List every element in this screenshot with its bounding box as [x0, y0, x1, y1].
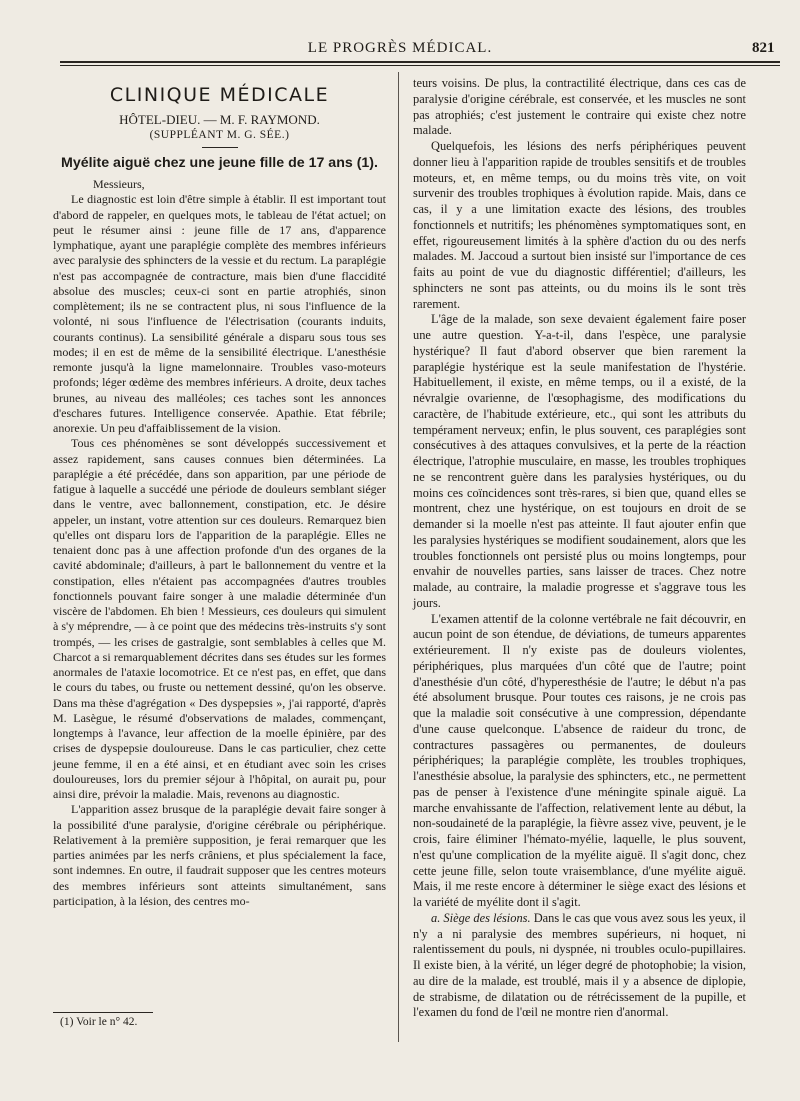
role-line: (SUPPLÉANT M. G. SÉE.)	[149, 128, 290, 141]
subsection-text: Dans le cas que vous avez sous les yeux, il n'y a ni paralysie des membres supérieurs, ni hoquet, ni ralentissement du pouls, ni dyspnée, ni troubles oculo-pupillaires. Il existe bien, à la vérité, un léger degré de photophobie; la vision, au dire de la malade, est troublé, mais il y a absence de diplopie, de strabisme, de dilatation ou de rétrécissement de la pupille, et l'examen du fond de l'œil ne montre rien d'anormal.	[413, 910, 746, 1020]
paragraph: Le diagnostic est loin d'être simple à établir. Il est important tout d'abord de rappeler, en quelques mots, le tableau de l'état actuel; on peut le résumer ainsi : jeune fille de 17 ans, d'apparence lymphatique, ayant une paraplégie complète des membres inférieurs avec paralysie des sphincters de la vessie et du rectum. La paraplégie n'est pas accompagnée de contracture, mais bien d'une flaccidité absolue des muscles; ceux-ci sont en partie atrophiés, sinon complètement; ils ne se contractent plus, ni sous l'influence de la volonté, ni sous l'influence de l'électrisation (courants induits, courants continus). La sensibilité générale a disparu sous tous ses modes; il en est de même de la sensibilité électrique. L'anesthésie remonte jusqu'à la ligne mamelonnaire. Troubles vaso-moteurs profonds; léger œdème des membres inférieurs. A droite, deux taches brunes, au niveau des malléoles; ces taches sont les annonces d'eschares futures. Intelligence conservée. Apathie. Etat fébrile; anorexie. Un peu d'affaiblissement de la vision.	[53, 192, 386, 435]
paragraph: L'âge de la malade, son sexe devaient également faire poser une autre question. Y-a-t-il, dans l'espèce, une paralysie hystérique? Il faut d'abord observer que bien rarement la paraplégie hystérique est la seule manifestation de l'hystérie. Habituellement, il existe, en même temps, ou il a existé, de la névralgie ovarienne, de l'œsophagisme, des modifications du caractère, de l'habitude extérieure, etc., qui sont les attributs du tempérament nerveux; enfin, le plus souvent, ces paraplégies sont consécutives à des attaques convulsives, et la perte de la réaction électrique, l'atrophie musculaire, en masse, les troubles trophiques ne se rencontrent guère dans les paralysies hystériques, ou du moins ces coïncidences sont très-rares, si bien que, quand elles se montrent, chez une hystérique, on est toujours en droit de se demander si la moelle n'est pas atteinte. Il faut ajouter enfin que les paralysies hystériques se modifient soudainement, alors que les troubles fonctionnels ont persisté plus ou moins longtemps, pour envahir de nouvelles parties, sans laisser de traces. Chez notre malade, au contraire, la maladie progresse et s'aggrave tous les jours.	[413, 312, 746, 610]
running-title: LE PROGRÈS MÉDICAL.	[307, 40, 493, 56]
header-rule	[60, 61, 780, 63]
subsection-heading: a. Siège des lésions.	[431, 910, 531, 925]
section-title: CLINIQUE MÉDICALE	[109, 84, 330, 106]
page-number: 821	[752, 40, 775, 56]
left-column	[53, 76, 386, 909]
column-divider	[398, 72, 399, 1042]
paragraph: teurs voisins. De plus, la contractilité électrique, dans ces cas de paralysie d'origine cérébrale, est conservée, et les muscles ne sont pas atrophiés; c'est justement le contraire qui existe chez notre malade.	[413, 76, 746, 138]
salutation: Messieurs,	[93, 177, 145, 191]
lecture-title: Myélite aiguë chez une jeune fille de 17 ans (1).	[61, 154, 378, 171]
subsection-paragraph	[413, 911, 746, 1021]
right-column	[413, 76, 746, 1021]
footnote: (1) Voir le n° 42.	[60, 1016, 138, 1028]
paragraph: Tous ces phénomènes se sont développés successivement et assez rapidement, sans causes connues bien déterminées. La paraplégie a été précédée, dans son apparition, par une période de fatigue à laquelle a succédé une période de douleurs semblant siéger dans le ventre, avec ballonnement, constipation, etc. Je désire appeler, un instant, votre attention sur ces douleurs. Remarquez bien qu'elles ont disparu lors de l'apparition de la paraplégie. Elles ne tenaient donc pas à une affection profonde d'un des organes de la cavité abdominale; d'ailleurs, à part le ballonnement du ventre et la constipation, elles n'étaient pas accompagnées d'autres troubles fonctionnels pouvant faire songer à une maladie déterminée d'un viscère de l'abdomen. Eh bien ! Messieurs, ces douleurs qui simulent à s'y méprendre, — à ce point que des médecins très-instruits s'y sont trompés, — les crises de gastralgie, sont semblables à celles que M. Charcot a si remarquablement décrites dans ses études sur les formes anormales de l'ataxie locomotrice. Et ce n'est pas, en effet, que dans le cours du tabes, ou fruste ou nettement dessiné, qu'on les observe. Dans ma thèse d'agrégation « Des dyspepsies », j'ai rapporté, d'après M. Lasègue, le résumé d'observations de malades, commençant, longtemps à l'avance, leur affection de la moelle épinière, par des crises de dyspepsie douloureuse. Dans le cas particulier, chez cette jeune femme, il en a été ainsi, et en étudiant avec soin les crises douloureuses, lors du premier séjour à l'hôpital, on aurait pu, pour ainsi dire, prévoir la maladie. Mais, revenons au diagnostic.	[53, 436, 386, 801]
paragraph: L'apparition assez brusque de la paraplégie devait faire songer à la possibilité d'une paralysie, d'origine cérébrale ou périphérique. Relativement à la première supposition, je ferai remarquer que les parties animées par les nerfs crâniens, et plus spécialement la face, sont indemnes. En outre, il faudrait supposer que les centres moteurs des membres inférieurs sont atteints simultanément, sans participation, à la lésion, des centres mo-	[53, 802, 386, 908]
paragraph: Quelquefois, les lésions des nerfs périphériques peuvent donner lieu à l'apparition rapide de troubles sensitifs et de troubles moteurs, et, en même temps, ou du moins très vite, on voit survenir des troubles trophiques à évolution rapide. Mais, dans ce cas, il y a une limitation exacte des lésions, des troubles fonctionnels et nutritifs; les phénomènes symptomatiques sont, en effet, rigoureusement limités à la sphère d'action du ou des nerfs malades. M. Jaccoud a surtout bien insisté sur l'importance de ces faits au point de vue du diagnostic différentiel; d'ailleurs, les sphincters ne sont pas atteints, ou du moins ils le sont très rarement.	[413, 139, 746, 311]
title-divider	[202, 147, 238, 148]
paragraph: L'examen attentif de la colonne vertébrale ne fait découvrir, en aucun point de son étendue, de déviations, de tumeurs apparentes extérieurement. Il n'y existe pas de douleurs violentes, périphériques, plus marquées d'un côté que de l'autre; point d'anesthésie d'un côté, d'hyperesthésie de l'autre; le début n'a pas été absolument brusque. Pour toutes ces raisons, je ne crois pas que la maladie soit consécutive à une compression, dépendante d'une cause quelconque. L'absence de raideur du tronc, de contractures passagères ou permanentes, de douleurs périphériques; la paraplégie complète, les troubles trophiques, l'anesthésie absolue, la paralysie des sphincters, etc., ne permettent pas de penser à l'existence d'une méningite spinale aiguë. La marche envahissante de l'affection, relativement lente au début, la non-soudaineté de la paraplégie, la fièvre assez vive, peuvent, je le crois, faire éliminer l'hémato-myélie, laquelle, le plus souvent, n'est qu'une complication de la myélite aiguë. Il s'agit donc, chez cette jeune fille, selon toute vraisemblance, d'une myélite aiguë. Mais, il me reste encore à déterminer le siège exact des lésions et la variété de myélite dont il s'agit.	[413, 611, 746, 909]
service-line: HÔTEL-DIEU. — M. F. RAYMOND.	[119, 112, 320, 128]
footnote-rule	[53, 1012, 153, 1013]
header-rule-thin	[60, 65, 780, 66]
